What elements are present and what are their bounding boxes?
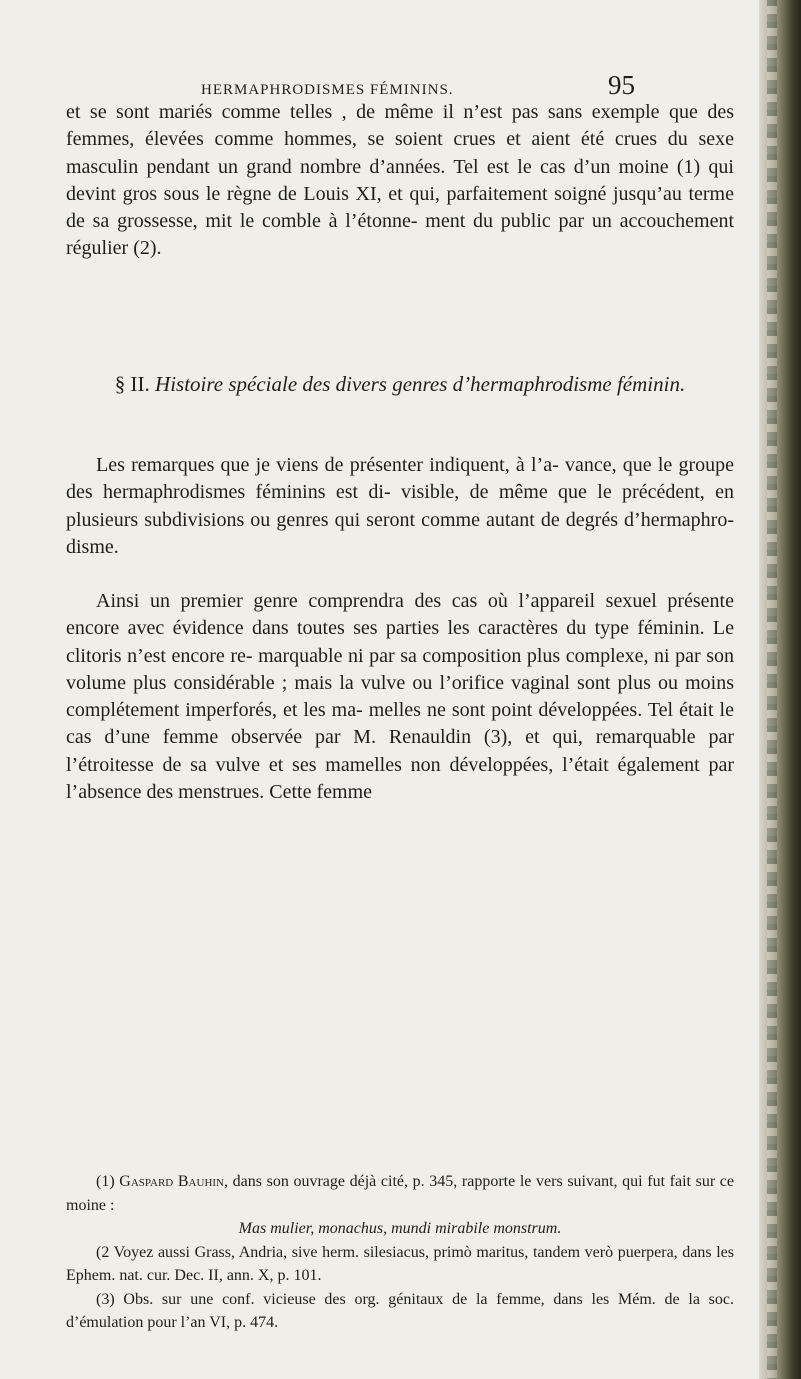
paragraph-1-text: et se sont mariés comme telles , de même il n’est pas sans exemple que des femmes, élevées comme hommes, se soient crues et aient été crues du sexe masculin pendant un grand nombre d’années. Tel est le cas d’un moine (1) qui devint gros sous le règne de Louis XI, et qui, parfaitement soigné jusqu’au terme de sa grossesse, mit le comble à l’étonne- ment du public par un accouchement régulier (2).	[66, 101, 734, 260]
footnote-1-verse: Mas mulier, monachus, mundi mirabile monstrum.	[238, 1220, 562, 1237]
section-heading	[66, 369, 734, 399]
paragraph-3-text: Ainsi un premier genre comprendra des cas où l’appareil sexuel présente encore avec évidence dans toutes ses parties les caractères du type féminin. Le clitoris n’est encore re- marquable ni par sa composition plus complexe, ni par son volume plus considérable ; mais la vulve ou l’orifice vaginal sont plus ou moins complétement imperforés, et les ma- melles ne sont point développées. Tel était le cas d’une femme observée par M. Renauldin (3), et qui, remarquable par l’étroitesse de sa vulve et ses mamelles non développées, l’était également par l’absence des menstrues. Cette femme	[66, 590, 734, 804]
footnotes	[66, 1170, 734, 1335]
paragraph-3	[66, 588, 734, 806]
paragraph-2	[66, 452, 734, 561]
page-number: 95	[608, 70, 635, 100]
book-binding-edge	[759, 0, 801, 1379]
footnote-1	[66, 1170, 734, 1217]
footnote-2-mark: (2	[96, 1243, 110, 1261]
section-mark: § II.	[114, 372, 150, 396]
section-title: Histoire spéciale des divers genres d’hermaphrodisme féminin.	[155, 372, 686, 396]
running-title: HERMAPHRODISMES FÉMININS.	[201, 82, 454, 98]
footnote-1-author: Gaspard Bauhin	[119, 1173, 224, 1190]
footnote-3-text: Obs. sur une conf. vicieuse des org. génitaux de la femme, dans les Mém. de la soc. d’émulation pour l’an VI, p. 474.	[66, 1290, 735, 1331]
footnote-2	[66, 1241, 734, 1288]
paragraph-1	[66, 99, 734, 263]
footnote-1-mark: (1)	[96, 1173, 115, 1190]
footnote-1-text: , dans son ouvrage déjà cité, p. 345, rapporte le vers suivant, qui fut fait sur ce moine :	[66, 1173, 735, 1214]
paragraph-2-text: Les remarques que je viens de présenter indiquent, à l’a- vance, que le groupe des hermaphrodismes féminins est di- visible, de même que le précédent, en plusieurs subdivisions ou genres qui seront comme autant de degrés d’hermaphro- disme.	[66, 454, 734, 558]
footnote-3	[66, 1288, 734, 1335]
footnote-3-mark: (3)	[96, 1290, 115, 1308]
footnote-2-text: Voyez aussi Grass, Andria, sive herm. silesiacus, primò maritus, tandem verò puerpera, dans les Ephem. nat. cur. Dec. II, ann. X, p. 101.	[66, 1243, 734, 1284]
